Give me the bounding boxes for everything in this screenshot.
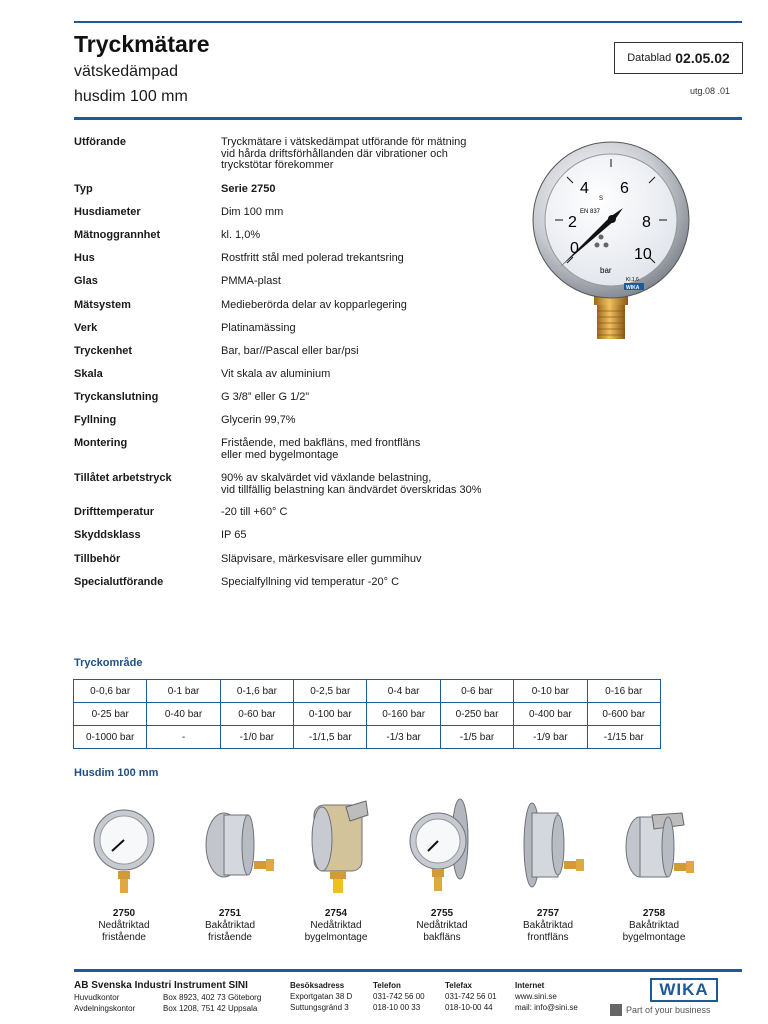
pressure-gauge-illustration	[530, 135, 692, 360]
branch-label: Avdelningskontor	[74, 1004, 136, 1013]
spec-key: Drifttemperatur	[74, 506, 155, 518]
spec-value	[221, 392, 551, 404]
visit-address: Exportgatan 38 D	[290, 992, 353, 1001]
range-cell: 0-0,6 bar	[74, 680, 147, 703]
dial-label: 2	[568, 214, 577, 231]
spec-value-line: Platinamässing	[221, 322, 296, 334]
spec-value	[221, 253, 551, 265]
range-cell: 0-2,5 bar	[294, 680, 367, 703]
edition-label: utg.08 .01	[690, 86, 731, 96]
dial-label: 4	[580, 180, 589, 197]
model-desc: fristående	[102, 932, 146, 943]
model-desc: Bakåtriktad	[628, 920, 680, 931]
spec-key: Specialutförande	[74, 576, 164, 588]
ranges-heading: Tryckområde	[74, 657, 143, 669]
model-desc: bakfläns	[423, 932, 461, 943]
spec-value-line: eller med bygelmontage	[221, 448, 339, 461]
table-row	[74, 703, 661, 726]
range-cell: 0-600 bar	[587, 703, 660, 726]
spec-key: Glas	[74, 275, 98, 287]
spec-key: Montering	[74, 437, 128, 449]
gauge-2750-icon	[74, 795, 174, 905]
spec-value	[221, 323, 551, 335]
model-code: 2755	[430, 908, 454, 919]
model-gallery	[74, 795, 714, 955]
model-desc: Nedåtriktad	[416, 920, 468, 931]
range-cell: 0-60 bar	[220, 703, 293, 726]
table-row	[74, 680, 661, 703]
spec-value-line: 90% av skalvärdet vid växlande belastning,	[221, 472, 432, 484]
spec-value	[221, 438, 551, 461]
range-cell: 0-100 bar	[294, 703, 367, 726]
dial-label: 10	[634, 246, 652, 263]
phone-number: 018-10 00 33	[373, 1003, 421, 1012]
spec-value	[221, 207, 551, 219]
model-desc: Bakåtriktad	[522, 920, 574, 931]
model-desc: fristående	[208, 932, 252, 943]
model-desc: Bakåtriktad	[204, 920, 256, 931]
fax-number: 031-742 56 01	[445, 992, 497, 1001]
spec-key: Hus	[74, 252, 95, 264]
spec-value	[221, 137, 551, 172]
subtitle-damped: vätskedämpad	[74, 63, 179, 80]
hq-label: Huvudkontor	[74, 993, 120, 1002]
range-cell: -1/15 bar	[587, 726, 660, 749]
footer-hq	[74, 992, 119, 1003]
gauge-2751-icon	[180, 795, 280, 905]
range-cell: -1/0 bar	[220, 726, 293, 749]
tagline-text: Part of your business	[626, 1005, 711, 1015]
wika-logo: WIKA	[650, 978, 718, 1002]
phone-heading: Telefon	[373, 981, 401, 990]
spec-value-line: -20 till +60° C	[221, 506, 288, 518]
spec-value-line: G 3/8” eller G 1/2”	[221, 391, 310, 403]
range-cell: -1/9 bar	[514, 726, 587, 749]
company-name: AB Svenska Industri Instrument SINI	[74, 980, 248, 991]
dial-label: 0	[570, 240, 579, 257]
datasheet-number: 02.05.02	[675, 50, 730, 66]
range-cell: 0-40 bar	[147, 703, 220, 726]
spec-value-line: vid tillfällig belastning kan ändvärdet överskridas 30%	[221, 483, 482, 496]
gauge-2757-icon	[498, 795, 598, 905]
footer-rule	[74, 969, 742, 972]
range-cell: 0-10 bar	[514, 680, 587, 703]
phone-number: 031-742 56 00	[373, 992, 425, 1001]
spec-key: Tillbehör	[74, 553, 121, 565]
spec-value	[221, 346, 551, 358]
pressure-ranges-table	[73, 679, 661, 749]
spec-key: Mätnoggrannhet	[74, 229, 161, 241]
spec-value-line: Bar, bar//Pascal eller bar/psi	[221, 345, 359, 357]
spec-value-line: Vit skala av aluminium	[221, 368, 331, 380]
spec-value-line: tryckstötar förekommer	[221, 159, 334, 171]
range-cell: 0-4 bar	[367, 680, 440, 703]
model-desc: frontfläns	[527, 932, 569, 943]
spec-value	[221, 554, 551, 566]
footer-hq-address	[163, 992, 261, 1003]
model-desc: Nedåtriktad	[310, 920, 362, 931]
fax-column	[445, 980, 497, 1013]
spec-value	[221, 415, 551, 427]
model-code: 2750	[112, 908, 136, 919]
spec-value-line: Medieberörda delar av kopparlegering	[221, 299, 407, 311]
connection-thread	[597, 305, 625, 339]
page-title: Tryckmätare	[74, 31, 210, 57]
spec-value	[221, 300, 551, 312]
spec-key: Skala	[74, 368, 103, 380]
range-cell: -1/3 bar	[367, 726, 440, 749]
dial-label: 6	[620, 180, 629, 197]
fax-number: 018-10-00 44	[445, 1003, 493, 1012]
spec-value-line: PMMA-plast	[221, 275, 281, 287]
spec-value-line: IP 65	[221, 529, 247, 541]
datasheet-label: Datablad	[627, 52, 672, 64]
model-code: 2754	[324, 908, 348, 919]
email-link[interactable]: mail: info@sini.se	[515, 1003, 578, 1012]
spec-value-line: Fristående, med bakfläns, med frontfläns	[221, 437, 421, 449]
spec-value	[221, 577, 551, 589]
footer-branch	[74, 1003, 135, 1014]
website-link[interactable]: www.sini.se	[515, 992, 557, 1001]
class-mark: Kl.1,6	[626, 277, 639, 283]
spec-value-line: vid hårda driftsförhållanden där vibrationer och	[221, 147, 448, 160]
spec-value-line: Släpvisare, märkesvisare eller gummihuv	[221, 553, 422, 565]
header-rule	[74, 117, 742, 120]
fax-heading: Telefax	[445, 981, 472, 990]
range-cell: -1/5 bar	[440, 726, 513, 749]
range-cell: 0-400 bar	[514, 703, 587, 726]
spec-key: Skyddsklass	[74, 529, 141, 541]
range-cell: -1/1,5 bar	[294, 726, 367, 749]
spec-value-line: Glycerin 99,7%	[221, 414, 296, 426]
model-code: 2758	[642, 908, 666, 919]
range-cell: 0-1000 bar	[74, 726, 147, 749]
model-code: 2757	[536, 908, 560, 919]
subtitle-size: husdim 100 mm	[74, 88, 188, 105]
table-row	[74, 726, 661, 749]
range-cell: 0-250 bar	[440, 703, 513, 726]
spec-value	[221, 184, 551, 196]
range-cell: 0-6 bar	[440, 680, 513, 703]
top-rule	[74, 21, 742, 23]
spec-value-line: Rostfritt stål med polerad trekantsring	[221, 252, 404, 264]
internet-heading: Internet	[515, 981, 545, 990]
hq-address: Box 8923, 402 73 Göteborg	[163, 993, 262, 1002]
spec-value	[221, 473, 551, 496]
spec-value-line: Dim 100 mm	[221, 206, 284, 218]
datasheet-box	[614, 42, 743, 74]
spec-value-line: kl. 1,0%	[221, 229, 261, 241]
spec-value	[221, 530, 551, 542]
dial-label: 8	[642, 214, 651, 231]
spec-value-line: Serie 2750	[221, 183, 276, 195]
spec-value	[221, 230, 551, 242]
spec-key: Verk	[74, 322, 98, 334]
spec-key: Tillåtet arbetstryck	[74, 472, 172, 484]
gauge-2755-icon	[392, 795, 492, 905]
spec-key: Tryckanslutning	[74, 391, 159, 403]
visit-address: Suttungsgränd 3	[290, 1003, 349, 1012]
spec-key: Tryckenhet	[74, 345, 133, 357]
visit-column	[290, 980, 352, 1013]
spec-value-line: Tryckmätare i vätskedämpat utförande för mätning	[221, 136, 467, 148]
branch-address: Box 1208, 751 42 Uppsala	[163, 1004, 258, 1013]
gauge-2754-icon	[286, 795, 386, 905]
tagline	[610, 1004, 711, 1016]
tagline-square-icon	[610, 1004, 622, 1016]
spec-key: Typ	[74, 183, 93, 195]
model-code: 2751	[218, 908, 242, 919]
spec-key: Fyllning	[74, 414, 117, 426]
unit-label: bar	[600, 266, 612, 275]
spec-value-line: Specialfyllning vid temperatur -20° C	[221, 576, 400, 588]
safety-mark: S	[599, 196, 604, 202]
range-cell: 0-16 bar	[587, 680, 660, 703]
gauge-2758-icon	[604, 795, 704, 905]
brand-mark: WIKA	[626, 285, 640, 291]
spec-value	[221, 369, 551, 381]
phone-column	[373, 980, 425, 1013]
footer-branch-address	[163, 1003, 257, 1014]
range-cell: 0-1,6 bar	[220, 680, 293, 703]
models-heading: Husdim 100 mm	[74, 767, 159, 779]
spec-value	[221, 507, 551, 519]
internet-column	[515, 980, 578, 1013]
spec-value	[221, 276, 551, 288]
model-desc: bygelmontage	[622, 932, 686, 943]
spec-key: Utförande	[74, 136, 126, 148]
spec-key: Mätsystem	[74, 299, 131, 311]
range-cell: 0-25 bar	[74, 703, 147, 726]
visit-heading: Besöksadress	[290, 981, 345, 990]
range-cell: 0-160 bar	[367, 703, 440, 726]
model-desc: bygelmontage	[304, 932, 368, 943]
standard-mark: EN 837	[580, 209, 601, 215]
model-desc: Nedåtriktad	[98, 920, 150, 931]
spec-key: Husdiameter	[74, 206, 141, 218]
range-cell: 0-1 bar	[147, 680, 220, 703]
range-cell: -	[147, 726, 220, 749]
